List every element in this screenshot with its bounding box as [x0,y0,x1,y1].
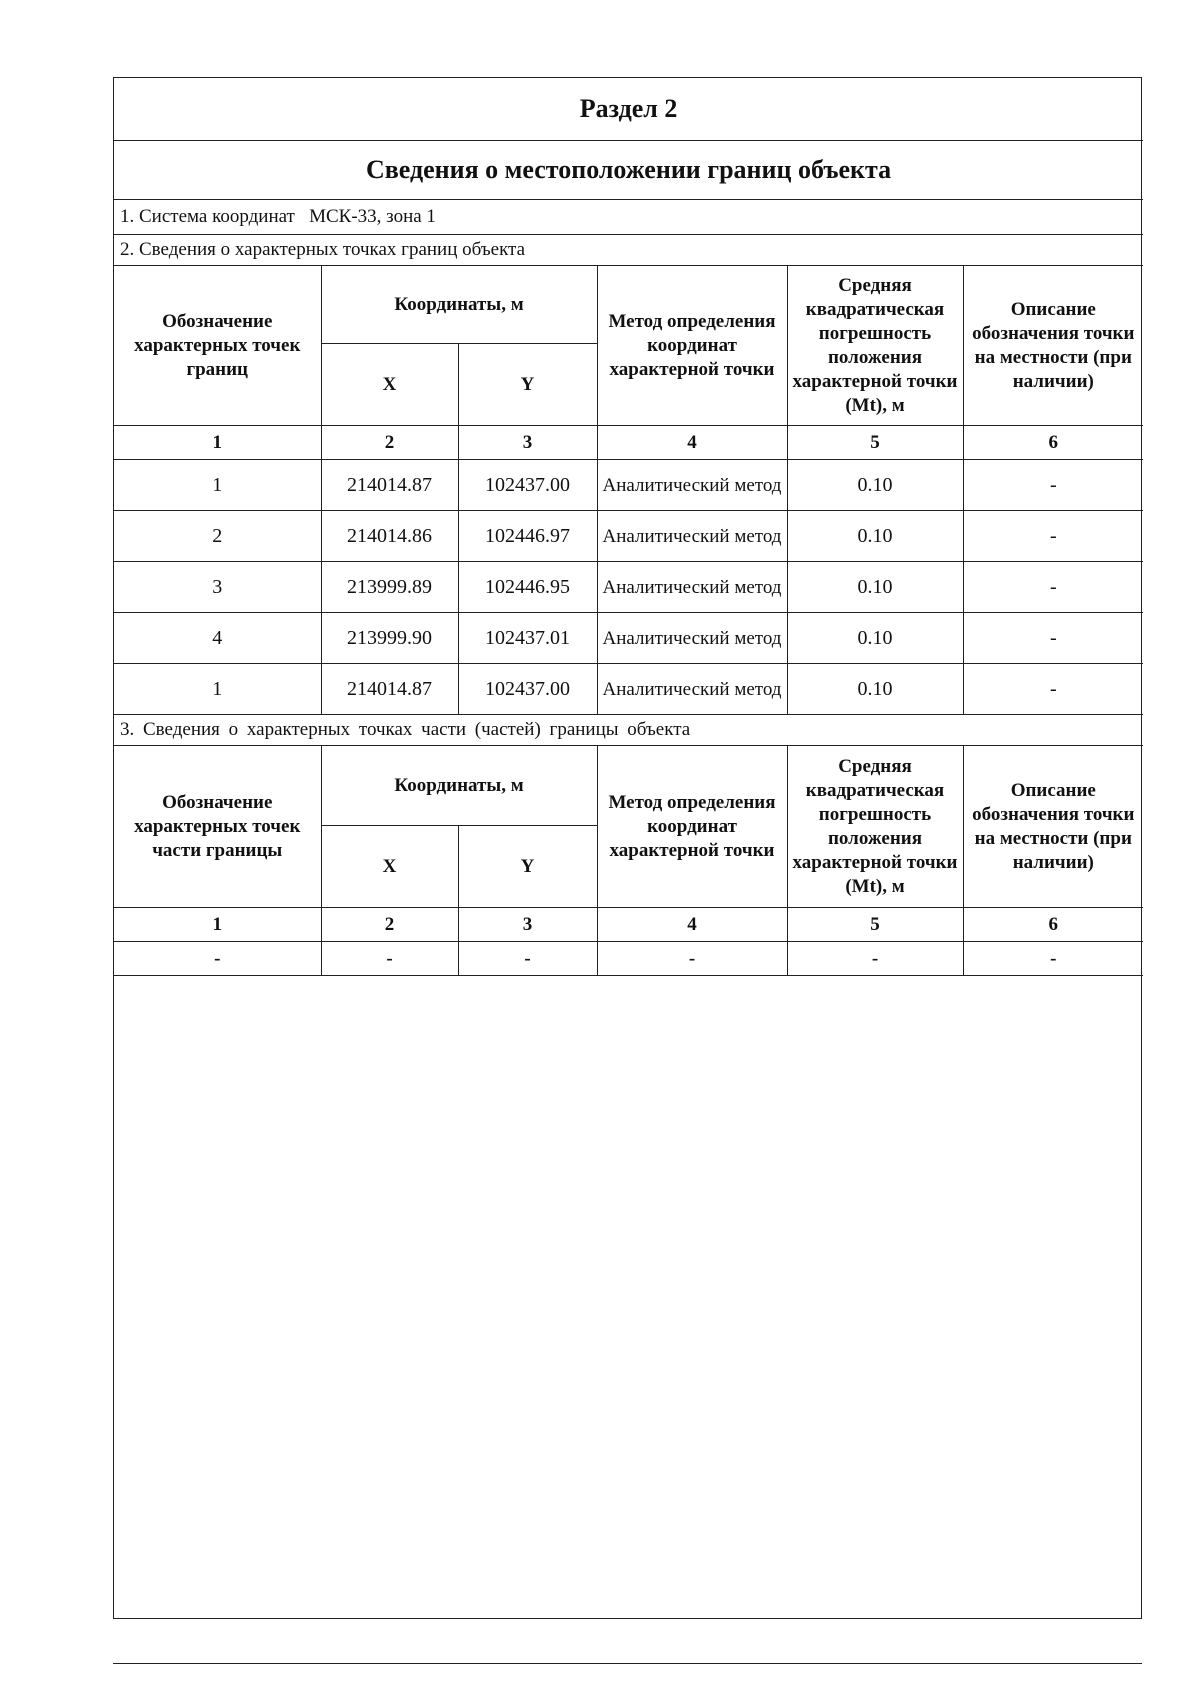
column-number: 2 [321,908,458,942]
header-point-name: Обозначение характерных точек границ [114,266,321,426]
cell-method: Аналитический метод [597,511,787,562]
cell-method: Аналитический метод [597,460,787,511]
cell-error: - [787,942,963,976]
header-coords: Координаты, м [321,266,597,344]
table-row [114,511,1143,562]
column-number: 2 [321,426,458,460]
document-sheet [113,77,1142,1619]
cell-method: Аналитический метод [597,562,787,613]
cell-error: 0.10 [787,511,963,562]
column-number: 5 [787,908,963,942]
cell-y: 102437.00 [458,664,597,715]
cell-x: - [321,942,458,976]
footer-rule [113,1663,1142,1664]
cell-x: 214014.86 [321,511,458,562]
column-number: 3 [458,426,597,460]
header-description: Описание обозначения точки на местности (при наличии) [963,266,1143,426]
cell-x: 213999.90 [321,613,458,664]
table2-caption: 3. Сведения о характерных точках части (частей) границы объекта [114,715,1143,746]
header-method: Метод определения координат характерной точки [597,746,787,908]
cell-y: 102446.97 [458,511,597,562]
cell-description: - [963,664,1143,715]
column-number: 6 [963,426,1143,460]
cell-point: 2 [114,511,321,562]
cell-point: 3 [114,562,321,613]
cell-x: 214014.87 [321,460,458,511]
cell-y: 102437.01 [458,613,597,664]
cell-x: 214014.87 [321,664,458,715]
header-point-name: Обозначение характерных точек части границы [114,746,321,908]
coord-system-value: МСК-33, зона 1 [309,206,436,227]
header-error: Средняя квадратическая погрешность положения характерной точки (Mt), м [787,266,963,426]
header-x: X [321,826,458,908]
table-row [114,460,1143,511]
table-row [114,562,1143,613]
cell-method: Аналитический метод [597,664,787,715]
cell-y: - [458,942,597,976]
cell-error: 0.10 [787,460,963,511]
header-coords: Координаты, м [321,746,597,826]
table-row [114,613,1143,664]
cell-point: 1 [114,664,321,715]
cell-description: - [963,562,1143,613]
table-row [114,942,1143,976]
cell-error: 0.10 [787,613,963,664]
header-description: Описание обозначения точки на местности (при наличии) [963,746,1143,908]
cell-description: - [963,460,1143,511]
cell-description: - [963,511,1143,562]
column-number: 1 [114,908,321,942]
header-y: Y [458,826,597,908]
cell-point: 4 [114,613,321,664]
table-row [114,664,1143,715]
cell-error: 0.10 [787,664,963,715]
cell-x: 213999.89 [321,562,458,613]
column-number: 1 [114,426,321,460]
header-method: Метод определения координат характерной точки [597,266,787,426]
section-title: Раздел 2 [114,78,1143,141]
column-number: 4 [597,908,787,942]
column-number: 5 [787,426,963,460]
section-table [114,78,1143,976]
cell-method: Аналитический метод [597,613,787,664]
header-y: Y [458,344,597,426]
coord-system-label: 1. Система координат [120,206,295,227]
column-number: 3 [458,908,597,942]
cell-description: - [963,613,1143,664]
cell-error: 0.10 [787,562,963,613]
coord-system-line [114,200,1143,235]
cell-method: - [597,942,787,976]
header-x: X [321,344,458,426]
document-title: Сведения о местоположении границ объекта [114,141,1143,200]
header-error: Средняя квадратическая погрешность положения характерной точки (Mt), м [787,746,963,908]
cell-point: 1 [114,460,321,511]
cell-y: 102437.00 [458,460,597,511]
cell-description: - [963,942,1143,976]
cell-point: - [114,942,321,976]
column-number: 6 [963,908,1143,942]
cell-y: 102446.95 [458,562,597,613]
column-number: 4 [597,426,787,460]
table1-caption: 2. Сведения о характерных точках границ объекта [114,235,1143,266]
